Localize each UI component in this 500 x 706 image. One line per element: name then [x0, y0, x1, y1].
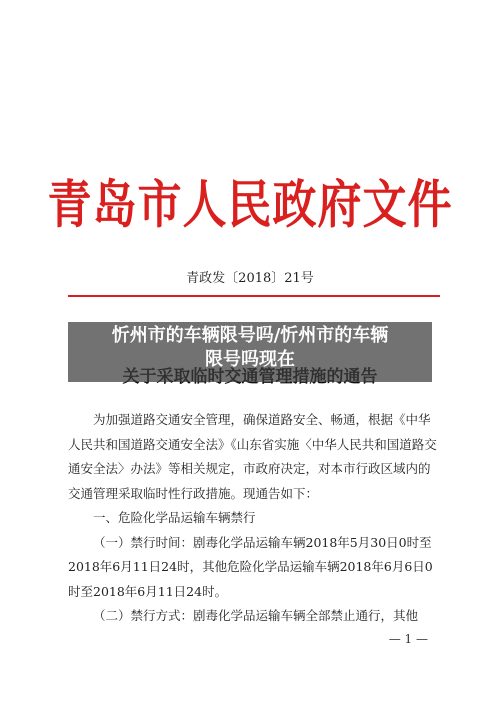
overlay-line-1: 忻州市的车辆限号吗/忻州市的车辆: [111, 325, 389, 346]
page-number: [0, 632, 500, 646]
title-overlay-text: [68, 324, 432, 372]
overlay-line-2: 限号吗现在: [205, 349, 295, 370]
body-paragraph: 为加强道路交通安全管理，确保道路安全、畅通，根据《中华人民共和国道路交通安全法》《山东省实施〈中华人民共和国道路交通安全法〉办法》等相关规定，市政府决定，对本市行政区域内的交通管理采取临时性行政措施。现通告如下：: [68, 412, 437, 501]
red-divider-line: [68, 295, 440, 297]
section-heading: 一、危险化学品运输车辆禁行: [93, 510, 256, 525]
document-number: 青政发〔2018〕21号: [186, 271, 314, 286]
document-body: [68, 408, 440, 629]
document-header-title: 青岛市人民政府文件: [47, 175, 453, 236]
body-paragraph: （一）禁行时间：剧毒化学品运输车辆2018年5月30日0时至2018年6月11日24时，其他危险化学品运输车辆2018年6月6日0时至2018年6月11日24时。: [68, 534, 433, 599]
page-number-text: — 1 —: [388, 632, 428, 646]
body-paragraph: （二）禁行方式：剧毒化学品运输车辆全部禁止通行，其他: [93, 608, 419, 623]
